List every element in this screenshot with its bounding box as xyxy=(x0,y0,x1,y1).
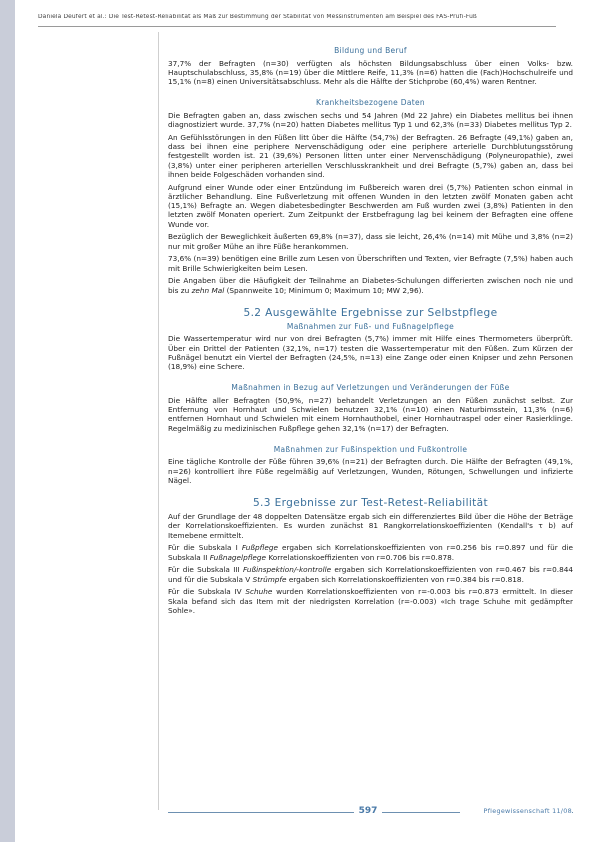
subheading-fussinspektion: Maßnahmen zur Fußinspektion und Fußkontrolle xyxy=(273,444,468,454)
emphasis: Strümpfe xyxy=(252,574,287,584)
text-run: ergaben sich Korrelationskoeffizienten von r=0.256 bis r=0.897 und für die Subskala II xyxy=(168,543,573,562)
emphasis: Fußinspektion/-kontrolle xyxy=(242,565,332,575)
paragraph: 73,6% (n=39) benötigen eine Brille zum Lesen von Überschriften und Texten, vier Befragte (7,5%) haben auch mit Brille Schwierigkeiten beim Lesen. xyxy=(168,254,573,273)
text-run: (Spannweite 10; Minimum 0; Maximum 10; MW 2,96). xyxy=(224,285,424,295)
page-side-stripe xyxy=(0,0,17,842)
section-heading-reliabilitaet: 5.3 Ergebnisse zur Test-Retest-Reliabilität xyxy=(252,497,489,509)
text-run: Für die Subskala III xyxy=(168,565,243,575)
text-run: ergaben sich Korrelationskoeffizienten von r=0.467 bis r=0.844 und für die Subskala V xyxy=(168,565,574,584)
paragraph xyxy=(168,276,573,295)
paragraph xyxy=(168,543,573,562)
subheading-verletzungen: Maßnahmen in Bezug auf Verletzungen und Veränderungen der Füße xyxy=(231,383,510,393)
paragraph: Die Hälfte aller Befragten (50,9%, n=27) behandelt Verletzungen an den Füßen zunächst selbst. Zur Entfernung von Hornhaut und Schwielen benutzen 32,1% (n=10) einen Naturbimsstein, 11,3% (n=6) entfernen Hornhaut und Schwielen mit einem Hornhauthobel, einer Hornhautraspel oder einer Rasierklinge. Regelmäßig zu medizinischen Fußpflege gehen 32,1% (n=17) der Befragten. xyxy=(168,395,573,433)
subheading-fusspflege: Maßnahmen zur Fuß- und Fußnagelpflege xyxy=(286,321,455,331)
subheading-bildung: Bildung und Beruf xyxy=(334,46,407,55)
paragraph: An Gefühlsstörungen in den Füßen litt über die Hälfte (54,7%) der Befragten. 26 Befragte (49,1%) gaben an, dass bei ihnen eine periphere Nervenschädigung oder eine periphere arterielle Durchblutungsstörung festgestellt worden ist. 21 (39,6%) Personen litten unter einer Nervenschädigung (Polyneuropathie), zwei (3,8%) unter einer peripheren arteriellen Verschlusskrankheit und drei Befragte (5,7%) gaben an, dass bei ihnen beide Folgeschäden vorhanden sind. xyxy=(168,132,573,179)
paragraph: Aufgrund einer Wunde oder einer Entzündung im Fußbereich waren drei (5,7%) Patienten schon einmal in ärztlicher Behandlung. Eine Fußverletzung mit offenen Wunden in den letzten zwölf Monaten gaben acht (15,1%) Befragte an. Wegen diabetesbedingter Beschwerden am Fuß wurden zwei (3,8%) Patienten in den letzten zwölf Monaten operiert. Zum Zeitpunkt der Erstbefragung lag bei keinem der Befragten eine offene Wunde vor. xyxy=(168,182,573,229)
subheading-krankheit: Krankheitsbezogene Daten xyxy=(316,98,425,108)
paragraph: Bezüglich der Beweglichkeit äußerten 69,8% (n=37), dass sie leicht, 26,4% (n=14) mit Mühe und 3,8% (n=2) nur mit großer Mühe an ihre Füße herankommen. xyxy=(168,232,573,251)
paragraph: 37,7% der Befragten (n=30) verfügten als höchsten Bildungsabschluss über einen Volks- bzw. Hauptschulabschluss, 35,8% (n=19) über die Mittlere Reife, 11,3% (n=6) hatten die (Fach)Hochschulreife und 15,1% (n=8) einen Universitätsabschluss. Mehr als die Hälfte der Stichprobe (60,4%) waren Rentner. xyxy=(168,58,573,86)
text-run: Für die Subskala IV xyxy=(168,587,246,597)
page-number: 597 xyxy=(354,806,382,816)
running-header: Daniela Deufert et al.: Die Test-Retest-Reliabilität als Maß zur Bestimmung der Stabilität von Messinstrumenten am Beispiel des FAS-Prufi-Fuß xyxy=(38,14,477,20)
header-rule xyxy=(38,26,556,27)
article-body xyxy=(168,46,573,615)
emphasis: Schuhe xyxy=(245,587,273,597)
text-run: Die Angaben über die Häufigkeit der Teilnahme an Diabetes-Schulungen differierten zwischen noch nie und bis zu xyxy=(168,276,573,295)
text-run: wurden Korrelationskoeffizienten von r=-0.003 bis r=0.873 ermittelt. In dieser Skala befand sich das Item mit der niedrigsten Korrelation (r=-0.003) «Ich trage Schuhe mit gedämpfter Sohle». xyxy=(168,587,573,615)
paragraph: Auf der Grundlage der 48 doppelten Datensätze ergab sich ein differenziertes Bild über die Höhe der Beträge der Korrelationskoeffizienten. Es wurden zunächst 81 Rangkorrelationskoeffizienten (Kendall's τ b) auf Itemebene ermittelt. xyxy=(168,512,573,540)
journal-name: Pflegewissenschaft 11/08 xyxy=(460,806,572,816)
emphasis: zehn Mal xyxy=(191,285,225,295)
section-heading-selbstpflege: 5.2 Ausgewählte Ergebnisse zur Selbstpflege xyxy=(243,306,498,319)
emphasis: Fußpflege xyxy=(241,543,278,553)
paragraph: Eine tägliche Kontrolle der Füße führen 39,6% (n=21) der Befragten durch. Die Hälfte der Befragten (49,1%, n=26) kontrolliert ihre Füße regelmäßig auf Verletzungen, Wunden, Rötungen, Schwellungen und infizierte Nägel. xyxy=(168,457,573,485)
paragraph xyxy=(168,587,573,615)
emphasis: Fußnagelpflege xyxy=(209,552,267,562)
column-rule xyxy=(158,32,159,810)
paragraph: Die Befragten gaben an, dass zwischen sechs und 54 Jahren (Md 22 Jahre) ein Diabetes mellitus bei ihnen diagnostiziert wurde. 37,7% (n=20) hatten Diabetes mellitus Typ 1 und 62,3% (n=33) Diabetes mellitus Typ 2. xyxy=(168,110,573,129)
text-run: Korrelationskoeffizienten von r=0.706 bis r=0.878. xyxy=(266,552,455,562)
text-run: Für die Subskala I xyxy=(168,543,242,553)
paragraph: Die Wassertemperatur wird nur von drei Befragten (5,7%) immer mit Hilfe eines Thermometers überprüft. Über ein Drittel der Patienten (32,1%, n=17) testen die Wassertemperatur mit den Füßen. Zum Kürzen der Fußnägel benutzt ein Viertel der Befragten (24,5%, n=13) eine Zange oder einen Knipser und zehn Personen (18,9%) eine Schere. xyxy=(168,334,573,371)
paragraph xyxy=(168,565,573,584)
text-run: ergaben sich Korrelationskoeffizienten von r=0.384 bis r=0.818. xyxy=(286,574,524,584)
